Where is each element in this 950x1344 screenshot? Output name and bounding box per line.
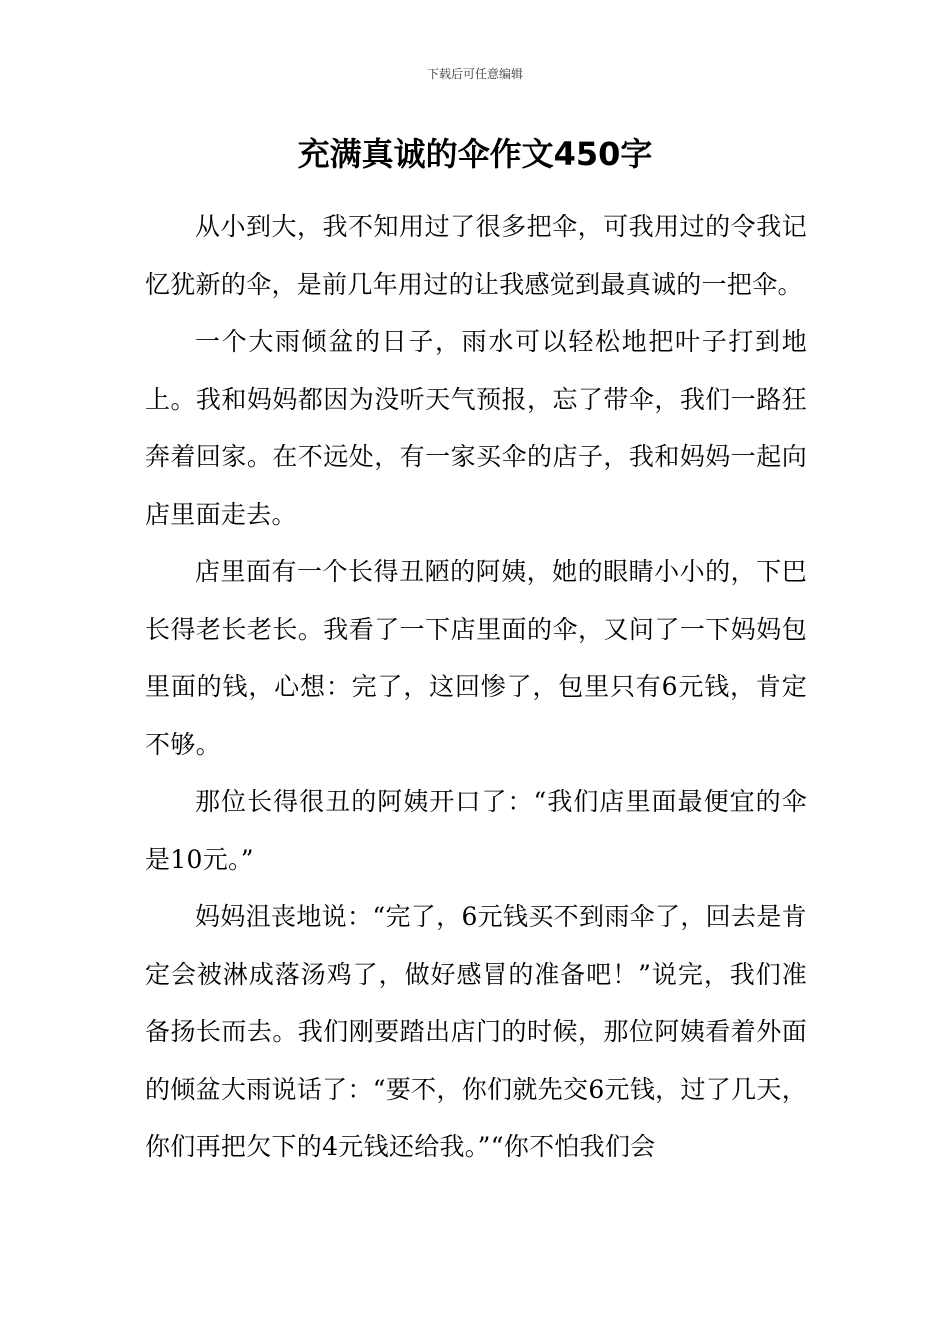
document-body xyxy=(145,198,807,1176)
paragraph: 从小到大，我不知用过了很多把伞，可我用过的令我记忆犹新的伞，是前几年用过的让我感觉到最真诚的一把伞。 xyxy=(145,212,807,299)
paragraph: 店里面有一个长得丑陋的阿姨，她的眼睛小小的，下巴长得老长老长。我看了一下店里面的伞，又问了一下妈妈包里面的钱，心想：完了，这回惨了，包里只有6元钱，肯定不够。 xyxy=(145,557,807,759)
document-title: 充满真诚的伞作文450字 xyxy=(297,135,653,173)
paragraph: 妈妈沮丧地说：“完了，6元钱买不到雨伞了，回去是肯定会被淋成落汤鸡了，做好感冒的准备吧！”说完，我们准备扬长而去。我们刚要踏出店门的时候，那位阿姨看着外面的倾盆大雨说话了：“要不，你们就先交6元钱，过了几天，你们再把欠下的4元钱还给我。”“你不怕我们会 xyxy=(145,902,807,1161)
paragraph: 那位长得很丑的阿姨开口了：“我们店里面最便宜的伞是10元。” xyxy=(145,787,807,874)
page-header: 下载后可任意编辑 xyxy=(426,67,523,81)
paragraph: 一个大雨倾盆的日子，雨水可以轻松地把叶子打到地上。我和妈妈都因为没听天气预报，忘了带伞，我们一路狂奔着回家。在不远处，有一家买伞的店子，我和妈妈一起向店里面走去。 xyxy=(145,327,807,529)
